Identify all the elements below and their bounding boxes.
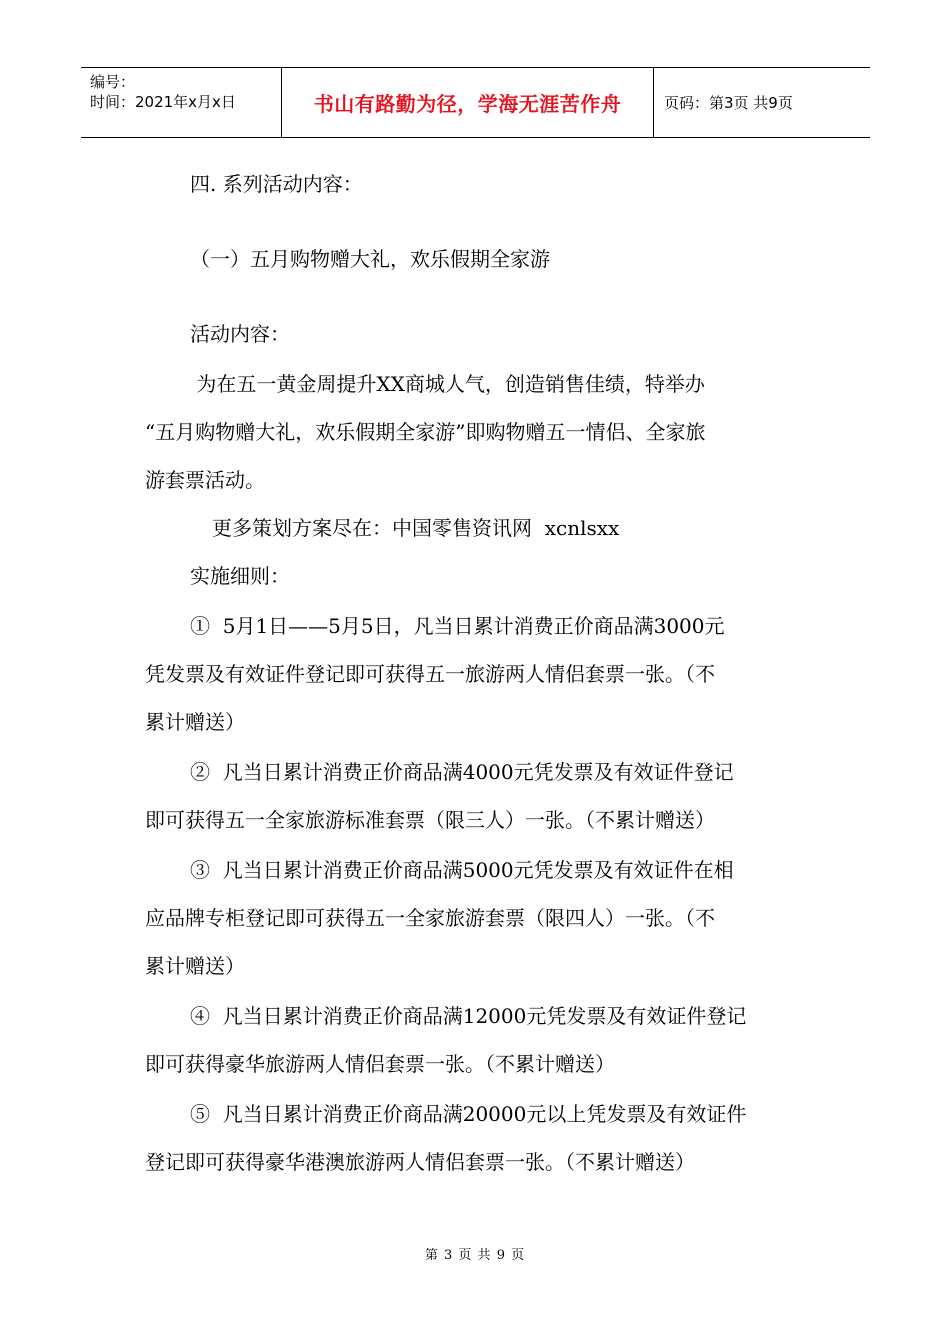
rule-3-line-1: ③ 凡当日累计消费正价商品满5000元凭发票及有效证件在相 [190,858,734,882]
document-body [145,160,810,1186]
more-info-line: 更多策划方案尽在：中国零售资讯网 xcnlsxx [212,516,620,540]
rule-3-line-2: 应品牌专柜登记即可获得五一全家旅游套票（限四人）一张。（不 [145,906,715,930]
subsection-title: （一）五月购物赠大礼，欢乐假期全家游 [190,247,550,271]
header-motto: 书山有路勤为径，学海无涯苦作舟 [282,68,654,137]
rule-1-line-1: ① 5月1日——5月5日，凡当日累计消费正价商品满3000元 [190,614,725,638]
rule-5-line-1: ⑤ 凡当日累计消费正价商品满20000元以上凭发票及有效证件 [190,1102,747,1126]
rule-5-line-2: 登记即可获得豪华港澳旅游两人情侣套票一张。（不累计赠送） [145,1150,695,1174]
details-label: 实施细则： [190,564,290,588]
page-footer: 第 3 页 共 9 页 [424,1248,526,1263]
rule-4-line-2: 即可获得豪华旅游两人情侣套票一张。（不累计赠送） [145,1052,615,1076]
rule-1-line-3: 累计赠送） [145,710,245,734]
intro-line-2: “五月购物赠大礼，欢乐假期全家游”即购物赠五一情侣、全家旅 [145,420,706,444]
document-header [81,67,870,138]
header-page-label: 页码：第3页 共9页 [664,94,793,112]
rule-2-line-1: ② 凡当日累计消费正价商品满4000元凭发票及有效证件登记 [190,760,734,784]
rule-3-line-3: 累计赠送） [145,954,245,978]
activity-label: 活动内容： [190,322,290,346]
intro-line-3: 游套票活动。 [145,468,265,492]
section-title: 四. 系列活动内容： [190,172,363,196]
time-label: 时间：2021年x月x日 [90,93,236,111]
header-meta-cell [81,68,282,137]
number-label: 编号： [90,73,136,91]
intro-line-1: 为在五一黄金周提升XX商城人气，创造销售佳绩，特举办 [190,372,705,396]
rule-1-line-2: 凭发票及有效证件登记即可获得五一旅游两人情侣套票一张。（不 [145,662,715,686]
rule-2-line-2: 即可获得五一全家旅游标准套票（限三人）一张。（不累计赠送） [145,808,715,832]
rule-4-line-1: ④ 凡当日累计消费正价商品满12000元凭发票及有效证件登记 [190,1004,747,1028]
